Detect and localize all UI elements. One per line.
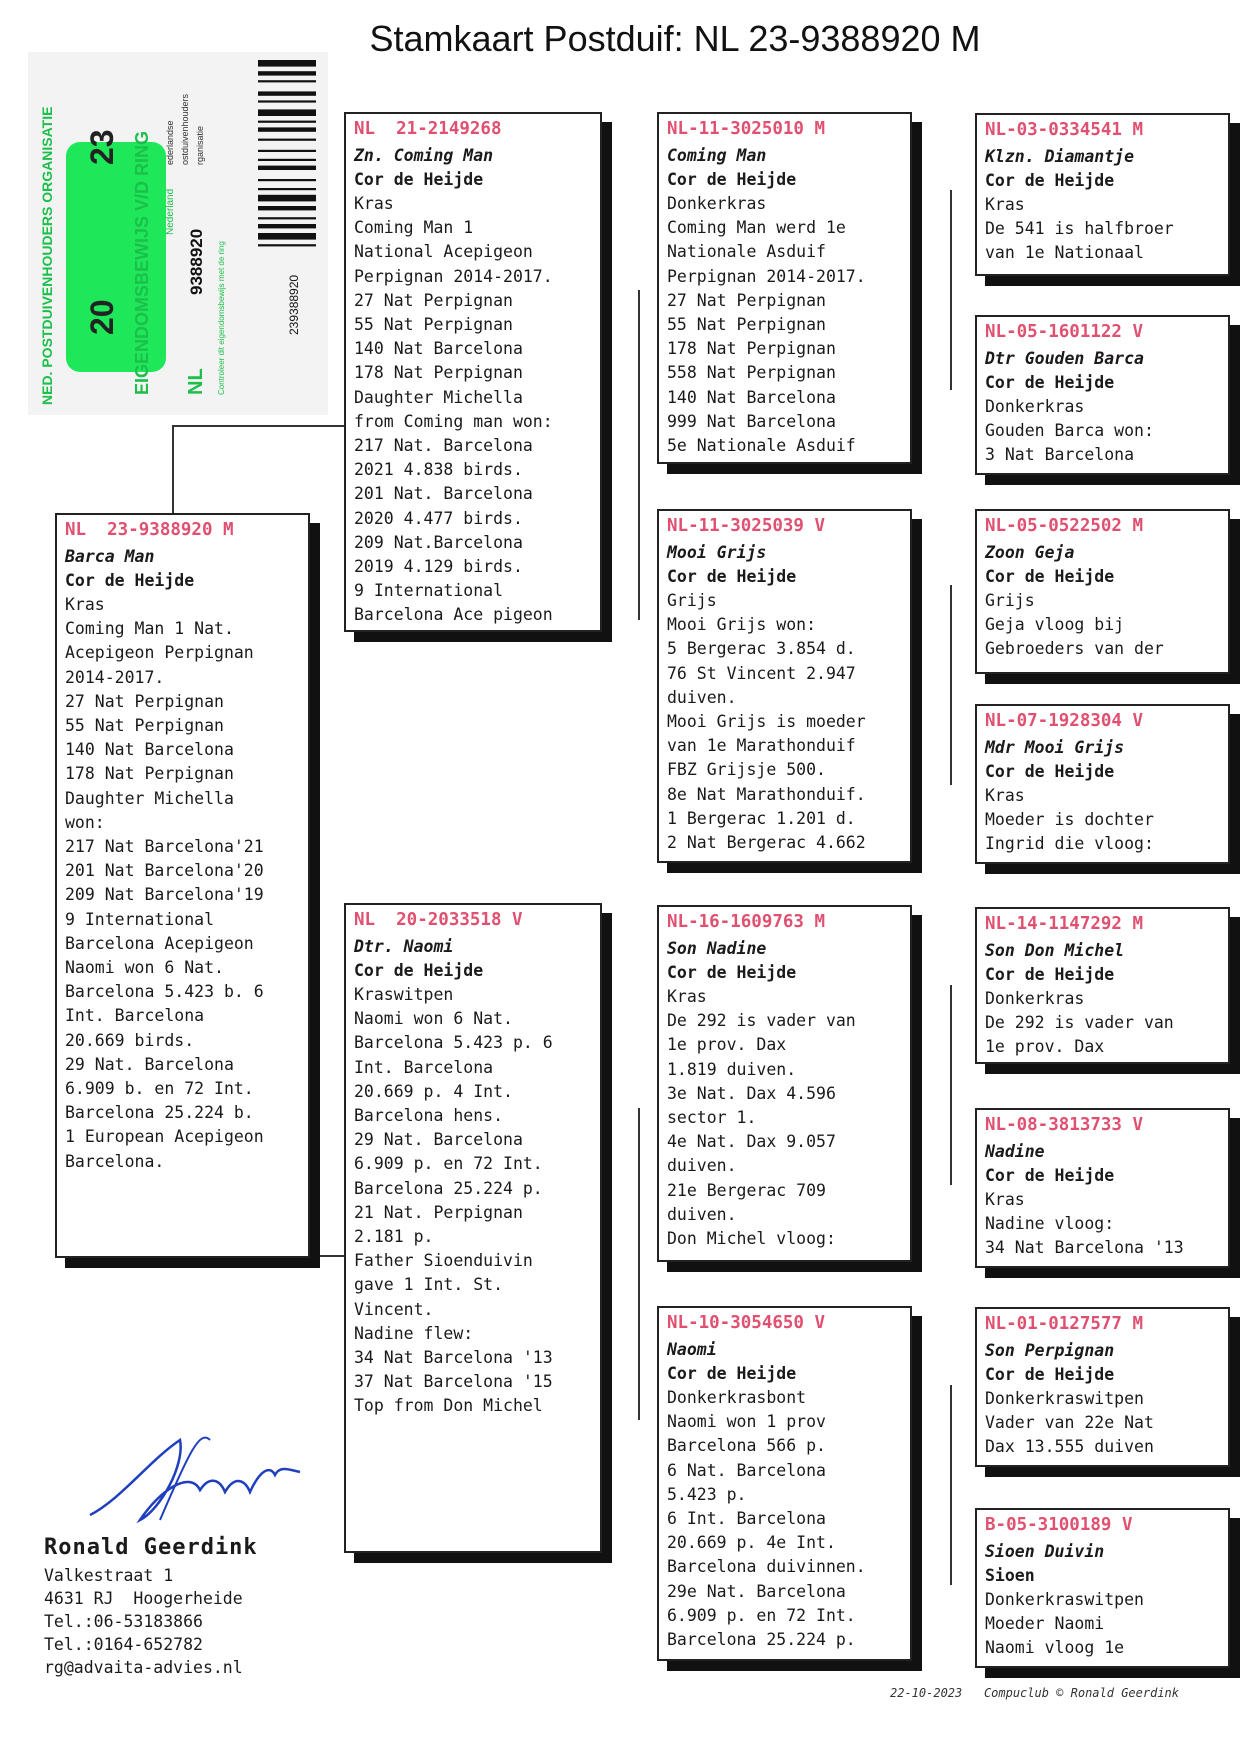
- ring-number: B-05-3100189 V: [985, 1515, 1133, 1535]
- achievement-line: 20.669 p. 4 Int.: [354, 1081, 513, 1101]
- pigeon-color: Donkerkras: [667, 194, 767, 213]
- connector-line: [950, 985, 952, 1185]
- achievement-line: 999 Nat Barcelona: [667, 411, 836, 431]
- pigeon-color: Kras: [65, 595, 105, 614]
- achievement-line: 558 Nat Perpignan: [667, 363, 836, 383]
- pigeon-name: Nadine: [985, 1142, 1045, 1161]
- pigeon-color: Donkerkraswitpen: [985, 1590, 1144, 1609]
- achievement-line: 55 Nat Perpignan: [354, 315, 513, 335]
- achievement-line: 6 Nat. Barcelona: [667, 1460, 826, 1480]
- achievement-line: 3e Nat. Dax 4.596: [667, 1083, 836, 1103]
- owner-address-line: Valkestraat 1: [44, 1566, 174, 1585]
- achievement-line: De 541 is halfbroer: [985, 219, 1174, 239]
- certificate-year-right: 23: [84, 129, 120, 165]
- achievement-line: 3 Nat Barcelona: [985, 445, 1135, 465]
- achievement-line: 2.181 p.: [354, 1227, 434, 1247]
- achievement-line: Ingrid die vloog:: [985, 834, 1154, 854]
- achievement-line: Barcelona Acepigeon: [65, 933, 254, 953]
- achievement-line: National Acepigeon: [354, 242, 533, 262]
- owner-address-line: 4631 RJ Hoogerheide: [44, 1589, 243, 1608]
- achievement-line: Perpignan 2014-2017.: [354, 266, 553, 286]
- owner-email: rg@advaita-advies.nl: [44, 1658, 243, 1677]
- achievement-line: won:: [65, 812, 105, 832]
- achievement-line: van 1e Nationaal: [985, 243, 1144, 263]
- achievement-line: Daughter Michella: [65, 788, 234, 808]
- pigeon-card-mother: [344, 903, 602, 1553]
- barcode-bar: [258, 217, 316, 219]
- footer-credit: Compuclub © Ronald Geerdink: [983, 1686, 1180, 1700]
- certificate-npo-2: ostduivenhouders: [180, 93, 190, 165]
- pigeon-name: Dtr Gouden Barca: [985, 349, 1144, 368]
- barcode-bar: [258, 159, 316, 161]
- achievement-line: Barcelona duivinnen.: [667, 1557, 866, 1577]
- achievement-line: Moeder Naomi: [985, 1614, 1105, 1634]
- achievement-line: Top from Don Michel: [354, 1396, 543, 1416]
- achievement-line: 55 Nat Perpignan: [667, 315, 826, 335]
- pigeon-card-subject: [55, 513, 310, 1258]
- ring-number: NL-11-3025039 V: [667, 516, 826, 536]
- achievement-line: Coming Man 1 Nat.: [65, 619, 234, 639]
- pigeon-color: Grijs: [985, 591, 1035, 610]
- achievement-line: 2014-2017.: [65, 667, 165, 687]
- achievement-line: van 1e Marathonduif: [667, 736, 856, 756]
- ring-certificate: [28, 52, 328, 415]
- footer-date: 22-10-2023: [890, 1686, 963, 1700]
- achievement-line: 55 Nat Perpignan: [65, 716, 224, 736]
- pigeon-card-mfm: [975, 1108, 1230, 1268]
- ring-number: NL-16-1609763 M: [667, 912, 826, 932]
- ring-number: NL 20-2033518 V: [354, 910, 523, 930]
- barcode-bar: [258, 179, 316, 181]
- footer: [890, 1686, 1179, 1700]
- achievement-line: 217 Nat Barcelona'21: [65, 837, 264, 857]
- breeder-name: Cor de Heijde: [65, 571, 195, 590]
- achievement-line: 29 Nat. Barcelona: [354, 1130, 523, 1150]
- achievement-line: 37 Nat Barcelona '15: [354, 1372, 553, 1392]
- breeder-name: Cor de Heijde: [667, 170, 797, 189]
- achievement-line: Perpignan 2014-2017.: [667, 266, 866, 286]
- ring-number: NL-05-1601122 V: [985, 322, 1144, 342]
- breeder-name: Cor de Heijde: [985, 762, 1115, 781]
- barcode-bar: [258, 80, 316, 82]
- connector-line: [310, 1255, 344, 1257]
- barcode-bar: [258, 188, 316, 190]
- pigeon-name: Coming Man: [667, 146, 767, 165]
- ring-number: NL-07-1928304 V: [985, 711, 1144, 731]
- breeder-name: Cor de Heijde: [667, 963, 797, 982]
- achievement-line: 178 Nat Perpignan: [354, 363, 523, 383]
- achievement-line: Mooi Grijs is moeder: [667, 712, 866, 732]
- achievement-line: 140 Nat Barcelona: [65, 740, 234, 760]
- pigeon-color: Donkerkraswitpen: [985, 1389, 1144, 1408]
- achievement-line: 2 Nat Bergerac 4.662: [667, 833, 866, 853]
- achievement-line: Naomi won 6 Nat.: [65, 958, 224, 978]
- achievement-line: 2021 4.838 birds.: [354, 460, 523, 480]
- ring-number: NL 23-9388920 M: [65, 520, 234, 540]
- achievement-line: Father Sioenduivin: [354, 1251, 533, 1271]
- ring-number: NL-01-0127577 M: [985, 1314, 1144, 1334]
- achievement-line: Naomi vloog 1e: [985, 1638, 1125, 1658]
- barcode-bar: [258, 139, 316, 141]
- achievement-line: 21e Bergerac 709: [667, 1180, 826, 1200]
- achievement-line: duiven.: [667, 1204, 737, 1224]
- achievement-line: 1.819 duiven.: [667, 1059, 797, 1079]
- achievement-line: 5 Bergerac 3.854 d.: [667, 639, 856, 659]
- ring-number: NL-08-3813733 V: [985, 1115, 1144, 1135]
- pigeon-color: Donkerkras: [985, 397, 1085, 416]
- certificate-ring-number: 9388920: [187, 228, 206, 295]
- achievement-line: Don Michel vloog:: [667, 1229, 836, 1249]
- achievement-line: 34 Nat Barcelona '13: [354, 1348, 553, 1368]
- owner-phone: Tel.:0164-652782: [44, 1635, 203, 1654]
- achievement-line: 9 International: [354, 581, 504, 601]
- pigeon-card-mmf: [975, 1307, 1230, 1467]
- certificate-year-left: 20: [84, 299, 120, 335]
- ring-number: NL-14-1147292 M: [985, 914, 1144, 934]
- certificate-check-text: Controleer dit eigendomsbewijs met de ring: [217, 241, 226, 395]
- achievement-line: 29 Nat. Barcelona: [65, 1054, 234, 1074]
- achievement-line: Barcelona 25.224 p.: [667, 1630, 856, 1650]
- achievement-line: Int. Barcelona: [354, 1057, 494, 1077]
- pigeon-color: Kras: [667, 987, 707, 1006]
- pigeon-card-mff: [975, 907, 1230, 1064]
- achievement-line: 1 Bergerac 1.201 d.: [667, 808, 856, 828]
- achievement-line: Dax 13.555 duiven: [985, 1437, 1154, 1457]
- pigeon-color: Grijs: [667, 591, 717, 610]
- achievement-line: 21 Nat. Perpignan: [354, 1202, 523, 1222]
- certificate-barcode-text: 239388920: [287, 274, 301, 335]
- achievement-line: 5e Nationale Asduif: [667, 436, 856, 456]
- achievement-line: 6.909 p. en 72 Int.: [354, 1154, 543, 1174]
- owner-name: Ronald Geerdink: [44, 1535, 258, 1560]
- achievement-line: Vader van 22e Nat: [985, 1413, 1154, 1433]
- pigeon-card-father: [344, 112, 602, 632]
- barcode-bar: [258, 224, 316, 228]
- achievement-line: 20.669 p. 4e Int.: [667, 1533, 836, 1553]
- achievement-line: Gouden Barca won:: [985, 421, 1154, 441]
- barcode-bar: [258, 109, 316, 116]
- connector-line: [950, 190, 952, 390]
- page-title: Stamkaart Postduif: NL 23-9388920 M: [369, 18, 981, 59]
- achievement-line: 29e Nat. Barcelona: [667, 1581, 846, 1601]
- achievement-line: Moeder is dochter: [985, 810, 1154, 830]
- breeder-name: Cor de Heijde: [354, 170, 484, 189]
- achievement-line: Coming Man 1: [354, 218, 474, 238]
- achievement-line: 178 Nat Perpignan: [65, 764, 234, 784]
- achievement-line: Acepigeon Perpignan: [65, 643, 254, 663]
- achievement-line: duiven.: [667, 1156, 737, 1176]
- breeder-name: Cor de Heijde: [667, 1364, 797, 1383]
- certificate-npo-3: rganisatie: [195, 125, 205, 165]
- achievement-line: Barcelona 5.423 p. 6: [354, 1033, 553, 1053]
- barcode-bar: [258, 233, 316, 240]
- connector-line: [172, 425, 174, 515]
- achievement-line: sector 1.: [667, 1108, 757, 1128]
- pigeon-card-mf: [657, 905, 912, 1262]
- achievement-line: Naomi won 1 prov: [667, 1412, 826, 1432]
- barcode-bar: [258, 121, 316, 123]
- achievement-line: 34 Nat Barcelona '13: [985, 1238, 1184, 1258]
- achievement-line: 209 Nat.Barcelona: [354, 532, 523, 552]
- achievement-line: 1e prov. Dax: [985, 1037, 1105, 1057]
- certificate-org: NED. POSTDUIVENHOUDERS ORGANISATIE: [39, 106, 55, 405]
- achievement-line: duiven.: [667, 687, 737, 707]
- signature: [60, 1420, 320, 1540]
- pigeon-card-fm: [657, 509, 912, 863]
- achievement-line: 76 St Vincent 2.947: [667, 663, 856, 683]
- achievement-line: Barcelona.: [65, 1151, 165, 1171]
- ring-number: NL-11-3025010 M: [667, 119, 826, 139]
- breeder-name: Cor de Heijde: [354, 961, 484, 980]
- achievement-line: 27 Nat Perpignan: [354, 290, 513, 310]
- achievement-line: Naomi won 6 Nat.: [354, 1009, 513, 1029]
- ring-number: NL 21-2149268: [354, 119, 502, 139]
- pigeon-color: Kras: [354, 194, 394, 213]
- achievement-line: Nationale Asduif: [667, 242, 826, 262]
- connector-line: [172, 425, 344, 427]
- achievement-line: FBZ Grijsje 500.: [667, 760, 826, 780]
- certificate-heading: EIGENDOMSBEWIJS V/D RING: [132, 130, 152, 395]
- certificate-npo-1: ederlandse: [165, 120, 175, 165]
- pigeon-color: Kras: [985, 195, 1025, 214]
- barcode-bar: [258, 150, 316, 152]
- pigeon-name: Mdr Mooi Grijs: [985, 738, 1125, 757]
- pigeon-name: Mooi Grijs: [667, 543, 767, 562]
- ring-number: NL-10-3054650 V: [667, 1313, 826, 1333]
- breeder-name: Cor de Heijde: [985, 965, 1115, 984]
- achievement-line: 201 Nat Barcelona'20: [65, 861, 264, 881]
- barcode-bar: [258, 166, 316, 170]
- breeder-name: Cor de Heijde: [985, 1365, 1115, 1384]
- ring-number: NL-03-0334541 M: [985, 120, 1144, 140]
- achievement-line: 20.669 birds.: [65, 1030, 195, 1050]
- achievement-line: 1 European Acepigeon: [65, 1127, 264, 1147]
- achievement-line: De 292 is vader van: [667, 1011, 856, 1031]
- connector-line: [950, 585, 952, 785]
- achievement-line: Barcelona 25.224 b.: [65, 1103, 254, 1123]
- achievement-line: De 292 is vader van: [985, 1013, 1174, 1033]
- breeder-name: Cor de Heijde: [667, 567, 797, 586]
- pigeon-card-ff: [657, 112, 912, 464]
- owner-phone: Tel.:06-53183866: [44, 1612, 203, 1631]
- barcode-bar: [258, 71, 316, 75]
- achievement-line: 201 Nat. Barcelona: [354, 484, 533, 504]
- certificate-country-small: Nederland: [165, 188, 176, 235]
- pigeon-name: Zn. Coming Man: [354, 146, 494, 165]
- pigeon-color: Kras: [985, 1190, 1025, 1209]
- achievement-line: Barcelona 25.224 p.: [354, 1178, 543, 1198]
- ring-number: NL-05-0522502 M: [985, 516, 1144, 536]
- pigeon-name: Son Perpignan: [985, 1341, 1115, 1360]
- achievement-line: Daughter Michella: [354, 387, 523, 407]
- achievement-line: 5.423 p.: [667, 1484, 747, 1504]
- barcode-bar: [258, 100, 316, 102]
- pigeon-card-ffm: [975, 315, 1230, 475]
- pigeon-name: Dtr. Naomi: [354, 937, 454, 956]
- achievement-line: 1e prov. Dax: [667, 1035, 787, 1055]
- achievement-line: 140 Nat Barcelona: [667, 387, 836, 407]
- pigeon-card-mmm: [975, 1508, 1230, 1668]
- achievement-line: Barcelona Ace pigeon: [354, 605, 553, 625]
- pigeon-name: Naomi: [667, 1340, 717, 1359]
- barcode-bar: [258, 244, 316, 246]
- achievement-line: Barcelona 566 p.: [667, 1436, 826, 1456]
- achievement-line: 4e Nat. Dax 9.057: [667, 1132, 836, 1152]
- pigeon-name: Sioen Duivin: [985, 1542, 1105, 1561]
- breeder-name: Cor de Heijde: [985, 373, 1115, 392]
- barcode-bar: [258, 60, 316, 67]
- achievement-line: 6.909 b. en 72 Int.: [65, 1079, 254, 1099]
- connector-line: [638, 290, 640, 620]
- breeder-name: Cor de Heijde: [985, 171, 1115, 190]
- achievement-line: 6.909 p. en 72 Int.: [667, 1605, 856, 1625]
- pigeon-card-mm: [657, 1306, 912, 1661]
- achievement-line: 2020 4.477 birds.: [354, 508, 523, 528]
- owner-block: [44, 1535, 258, 1679]
- achievement-line: 217 Nat. Barcelona: [354, 436, 533, 456]
- barcode-bar: [258, 91, 316, 95]
- pigeon-card-fmm: [975, 704, 1230, 864]
- achievement-line: Barcelona hens.: [354, 1106, 504, 1126]
- achievement-line: Int. Barcelona: [65, 1006, 205, 1026]
- barcode-bar: [258, 206, 316, 210]
- pigeon-name: Barca Man: [65, 547, 155, 566]
- achievement-line: 27 Nat Perpignan: [667, 290, 826, 310]
- achievement-line: Nadine vloog:: [985, 1214, 1115, 1234]
- achievement-line: 6 Int. Barcelona: [667, 1509, 826, 1529]
- pigeon-color: Kras: [985, 786, 1025, 805]
- pigeon-name: Son Nadine: [667, 939, 767, 958]
- breeder-name: Cor de Heijde: [985, 1166, 1115, 1185]
- achievement-line: gave 1 Int. St.: [354, 1275, 504, 1295]
- achievement-line: 209 Nat Barcelona'19: [65, 885, 264, 905]
- achievement-line: Coming Man werd 1e: [667, 218, 846, 238]
- certificate-country: NL: [185, 368, 207, 395]
- pigeon-card-fmf: [975, 509, 1230, 674]
- pigeon-name: Klzn. Diamantje: [985, 147, 1135, 166]
- achievement-line: 178 Nat Perpignan: [667, 339, 836, 359]
- barcode-bar: [258, 195, 316, 202]
- connector-line: [950, 1385, 952, 1585]
- achievement-line: 27 Nat Perpignan: [65, 691, 224, 711]
- achievement-line: Mooi Grijs won:: [667, 615, 817, 635]
- achievement-line: 140 Nat Barcelona: [354, 339, 523, 359]
- pigeon-color: Kraswitpen: [354, 985, 454, 1004]
- achievement-line: Geja vloog bij: [985, 615, 1125, 635]
- achievement-line: 9 International: [65, 909, 215, 929]
- breeder-name: Cor de Heijde: [985, 567, 1115, 586]
- breeder-name: Sioen: [985, 1566, 1035, 1585]
- achievement-line: 2019 4.129 birds.: [354, 557, 523, 577]
- achievement-line: Vincent.: [354, 1299, 434, 1319]
- achievement-line: from Coming man won:: [354, 411, 553, 431]
- pigeon-card-fff: [975, 113, 1230, 276]
- achievement-line: Barcelona 5.423 b. 6: [65, 982, 264, 1002]
- connector-line: [638, 1108, 640, 1420]
- achievement-line: Nadine flew:: [354, 1323, 474, 1343]
- pigeon-name: Zoon Geja: [985, 543, 1075, 562]
- pigeon-name: Son Don Michel: [985, 941, 1125, 960]
- achievement-line: Gebroeders van der: [985, 639, 1164, 659]
- pigeon-color: Donkerkras: [985, 989, 1085, 1008]
- pigeon-color: Donkerkrasbont: [667, 1388, 807, 1407]
- barcode-bar: [258, 127, 316, 131]
- achievement-line: 8e Nat Marathonduif.: [667, 784, 866, 804]
